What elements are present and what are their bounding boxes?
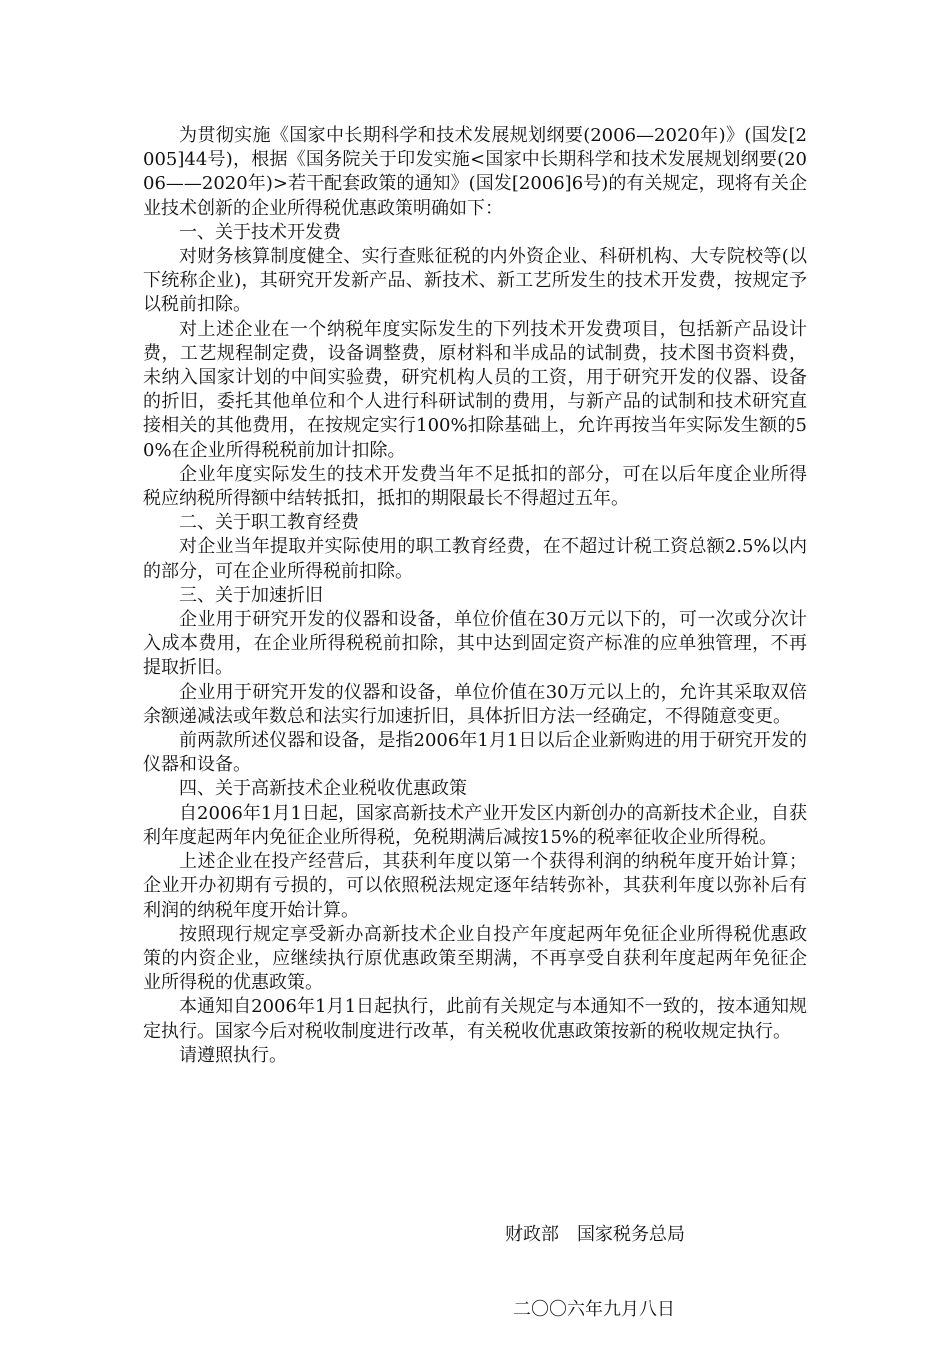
paragraph: 自2006年1月1日起，国家高新技术产业开发区内新创办的高新技术企业，自获利年度起两年内免征企业所得税，免税期满后减按15%的税率征收企业所得税。: [143, 802, 807, 848]
section-heading-2: 二、关于职工教育经费: [179, 512, 359, 534]
effective-date-paragraph: 本通知自2006年1月1日起执行，此前有关规定与本通知不一致的，按本通知规定执行。国家今后对税收制度进行改革，有关税收优惠政策按新的税收规定执行。: [143, 996, 807, 1042]
intro-paragraph: 为贯彻实施《国家中长期科学和技术发展规划纲要(2006—2020年)》(国发[2005]44号)，根据《国务院关于印发实施<国家中长期科学和技术发展规划纲要(2006——2020年)>若干配套政策的通知》(国发[2006]6号)的有关规定，现将有关企业技术创新的企业所得税优惠政策明确如下：: [143, 125, 807, 219]
paragraph: 按照现行规定享受新办高新技术企业自投产年度起两年免征企业所得税优惠政策的内资企业，应继续执行原优惠政策至期满，不再享受自获利年度起两年免征企业所得税的优惠政策。: [143, 923, 807, 994]
paragraph: 上述企业在投产经营后，其获利年度以第一个获得利润的纳税年度开始计算；企业开办初期有亏损的，可以依照税法规定逐年结转弥补，其获利年度以弥补后有利润的纳税年度开始计算。: [143, 851, 807, 921]
signature-block: [505, 1172, 685, 1347]
paragraph: 对企业当年提取并实际使用的职工教育经费，在不超过计税工资总额2.5%以内的部分，可在企业所得税前扣除。: [143, 536, 807, 582]
paragraph: 对财务核算制度健全、实行查账征税的内外资企业、科研机构、大专院校等(以下统称企业)，其研究开发新产品、新技术、新工艺所发生的技术开发费，按规定予以税前扣除。: [143, 246, 807, 316]
paragraph: 企业年度实际发生的技术开发费当年不足抵扣的部分，可在以后年度企业所得税应纳税所得额中结转抵扣，抵扣的期限最长不得超过五年。: [143, 463, 807, 510]
paragraph: 企业用于研究开发的仪器和设备，单位价值在30万元以上的，允许其采取双倍余额递减法或年数总和法实行加速折旧，具体折旧方法一经确定，不得随意变更。: [143, 681, 807, 727]
document-body: [143, 124, 807, 1068]
paragraph: 对上述企业在一个纳税年度实际发生的下列技术开发费项目，包括新产品设计费，工艺规程制定费，设备调整费，原材料和半成品的试制费，技术图书资料费，未纳入国家计划的中间实验费，研究机构人员的工资，用于研究开发的仪器、设备的折旧，委托其他单位和个人进行科研试制的费用，与新产品的试制和技术研究直接相关的其他费用，在按规定实行100%扣除基础上，允许再按当年实际发生额的50%在企业所得税税前加计扣除。: [143, 318, 807, 461]
paragraph: 企业用于研究开发的仪器和设备，单位价值在30万元以下的，可一次或分次计入成本费用，在企业所得税税前扣除，其中达到固定资产标准的应单独管理，不再提取折旧。: [143, 609, 807, 679]
section-heading-3: 三、关于加速折旧: [179, 584, 323, 606]
paragraph: 前两款所述仪器和设备，是指2006年1月1日以后企业新购进的用于研究开发的仪器和设备。: [143, 730, 807, 776]
section-heading-1: 一、关于技术开发费: [179, 221, 341, 243]
issue-date: 二〇〇六年九月八日: [513, 1299, 675, 1320]
closing-line: 请遵照执行。: [179, 1044, 287, 1066]
section-heading-4: 四、关于高新技术企业税收优惠政策: [179, 778, 467, 800]
issuer-name: 财政部 国家税务总局: [505, 1224, 685, 1245]
